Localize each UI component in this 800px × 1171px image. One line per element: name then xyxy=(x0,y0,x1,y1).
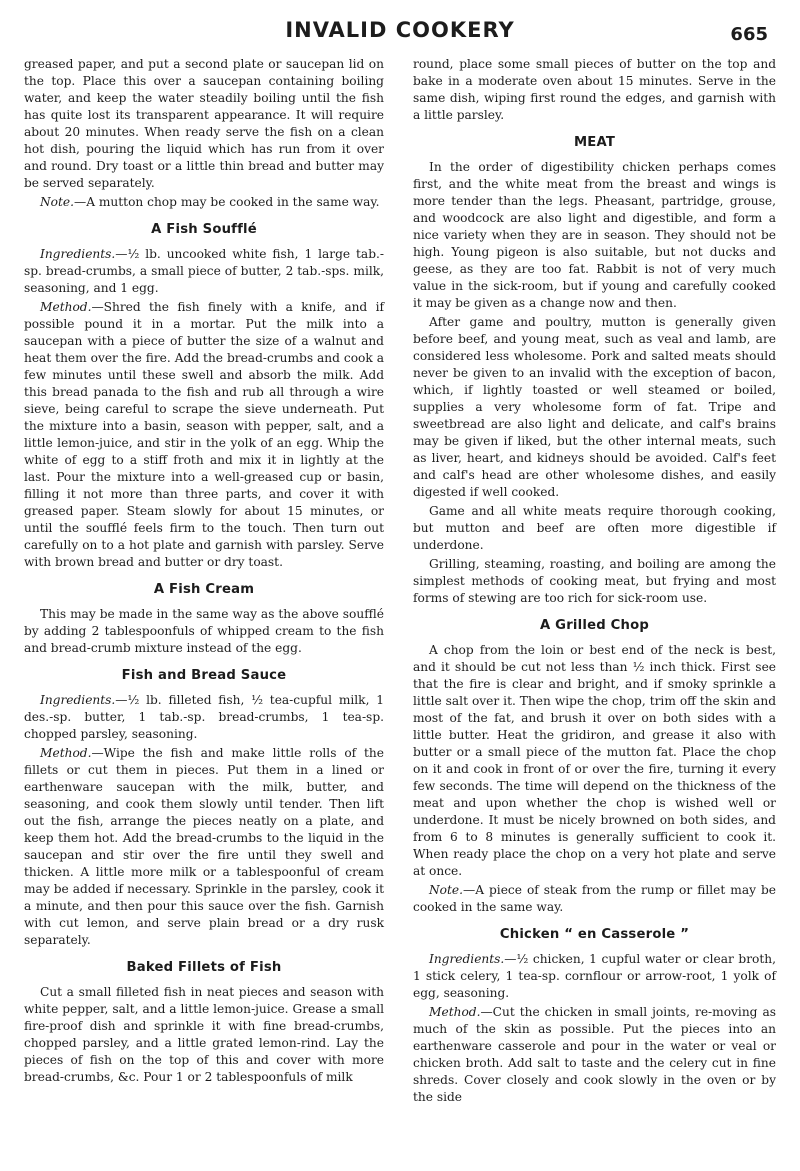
method-lead: Method. xyxy=(40,300,92,314)
ingredients-text: —½ lb. uncooked white fish, 1 large tab.-sp. bread-crumbs, a small piece of butter, 2 tab.-sps. milk, seasoning, and 1 egg. xyxy=(24,247,384,295)
meat-paragraph-2: After game and poultry, mutton is generally given before beef, and young meat, such as veal and lamb, are considered less wholesome. Pork and salted meats should never be given to an invalid with the exception of bacon, which, if lightly toasted or well steamed or boiled, supplies a very wholesome form of fat. Tripe and sweetbread are also light and delicate, and calf's brains may be given if liked, but the other internal meats, such as liver, heart, and kidneys should be avoided. Calf's feet and calf's head are other wholesome dishes, and easily digested if well cooked. xyxy=(413,315,776,499)
method-text: —Cut the chicken in small joints, re-moving as much of the skin as possible. Put the pieces into an earthenware casserole and pour in the water or veal or chicken broth. Add salt to taste and the celery cut in fine shreds. Cover closely and cook slowly in the oven or by the side xyxy=(413,1005,776,1104)
meat-paragraph-4: Grilling, steaming, roasting, and boiling are among the simplest methods of cooking meat, but frying and most forms of stewing are too rich for sick-room use. xyxy=(413,557,776,605)
souffle-method xyxy=(24,299,384,571)
baked-heading: Baked Fillets of Fish xyxy=(126,960,282,975)
baked-text: Cut a small filleted fish in neat pieces and season with white pepper, salt, and a little lemon-juice. Grease a small fire-proof dish and sprinkle it with fine bread-crumbs, chopped parsley, and a little grated lemon-rind. Lay the pieces of fish on the top of this and cover with more bread-crumbs, &c. Pour 1 or 2 tablespoonfuls of milk xyxy=(24,985,384,1084)
note-text: —A piece of steak from the rump or fillet may be cooked in the same way. xyxy=(413,883,776,914)
meat-paragraph-1: In the order of digestibility chicken perhaps comes first, and the white meat from the breast and wings is more tender than the legs. Pheasant, partridge, grouse, and woodcock are also light and digestible, and form a nice variety when they are in season. They should not be high. Young pigeon is also suitable, but not ducks and geese, as they are too fat. Rabbit is not of very much value in the sick-room, but if young and carefully cooked it may be given as a change now and then. xyxy=(413,160,776,310)
sauce-method xyxy=(24,745,384,949)
sauce-heading: Fish and Bread Sauce xyxy=(121,668,287,683)
chop-text: A chop from the loin or best end of the neck is best, and it should be cut not less than ½ inch thick. First see that the fire is clear and bright, and if smoky sprinkle a little salt over it. Then wipe the chop, trim off the skin and most of the fat, and brush it over on both sides with a little butter. Heat the gridiron, and grease it also with butter or a small piece of the mutton fat. Place the chop on it and cook in front of or over the fire, turning it every few seconds. The time will depend on the thickness of the meat and upon whether the chop is wished well or underdone. It must be nicely browned on both sides, and from 6 to 8 minutes is generally sufficient to cook it. When ready place the chop on a very hot plate and serve at once. xyxy=(413,643,776,878)
casserole-method xyxy=(413,1004,776,1106)
method-lead: Method. xyxy=(40,746,92,760)
ingredients-text: —½ chicken, 1 cupful water or clear broth, 1 stick celery, 1 tea-sp. cornflour or arrow-root, 1 yolk of egg, seasoning. xyxy=(413,952,776,1000)
method-text: —Wipe the fish and make little rolls of the fillets or cut them in pieces. Put them in a lined or earthenware saucepan with the milk, butter, and seasoning, and cook them slowly until tender. Then lift out the fish, arrange the pieces neatly on a plate, and keep them hot. Add the bread-crumbs to the liquid in the saucepan and stir over the fire until they swell and thicken. A little more milk or a tablespoonful of cream may be added if necessary. Sprinkle in the parsley, cook it a minute, and then pour this sauce over the fish. Garnish with cut lemon, and serve plain bread or a dry rusk separately. xyxy=(24,746,384,947)
ingredients-lead: Ingredients. xyxy=(40,247,116,261)
souffle-ingredients xyxy=(24,246,384,297)
ingredients-lead: Ingredients. xyxy=(429,952,505,966)
note-text: —A mutton chop may be cooked in the same way. xyxy=(74,195,380,209)
running-head: INVALID COOKERY xyxy=(285,18,515,42)
meat-paragraph-3: Game and all white meats require thorough cooking, but mutton and beef are often more digestible if underdone. xyxy=(413,504,776,552)
casserole-ingredients xyxy=(413,951,776,1002)
method-lead: Method. xyxy=(429,1005,481,1019)
note-lead: Note. xyxy=(40,195,74,209)
ingredients-lead: Ingredients. xyxy=(40,693,116,707)
intro-paragraph: greased paper, and put a second plate or saucepan lid on the top. Place this over a saucepan containing boiling water, and keep the water steadily boiling until the fish has quite lost its transparent appearance. It will require about 20 minutes. When ready serve the fish on a clean hot dish, pouring the liquid which has run from it over and round. Dry toast or a little thin bread and butter may be served separately. xyxy=(24,57,384,190)
chop-heading: A Grilled Chop xyxy=(539,618,650,633)
sauce-ingredients xyxy=(24,692,384,743)
chop-note xyxy=(413,882,776,916)
continuation-paragraph: round, place some small pieces of butter on the top and bake in a moderate oven about 15 minutes. Serve in the same dish, wiping first round the edges, and garnish with a little parsley. xyxy=(413,57,776,122)
cream-text: This may be made in the same way as the above soufflé by adding 2 tablespoonfuls of whipped cream to the fish and bread-crumb mixture instead of the egg. xyxy=(24,607,384,655)
cream-heading: A Fish Cream xyxy=(153,582,255,597)
method-text: —Shred the fish finely with a knife, and if possible pound it in a mortar. Put the milk into a saucepan with a piece of butter the size of a walnut and heat them over the fire. Add the bread-crumbs and cook a few minutes until these swell and absorb the milk. Add this bread panada to the fish and rub all through a wire sieve, being careful to scrape the sieve underneath. Put the mixture into a basin, season with pepper, salt, and a little lemon-juice, and stir in the yolk of an egg. Whip the white of egg to a stiff froth and mix it in lightly at the last. Pour the mixture into a well-greased cup or basin, filling it not more than three parts, and cover it with greased paper. Steam slowly for about 15 minutes, or until the soufflé feels firm to the touch. Then turn out carefully on to a hot plate and garnish with parsley. Serve with brown bread and butter or dry toast. xyxy=(24,300,384,569)
ingredients-text: —½ lb. filleted fish, ½ tea-cupful milk, 1 des.-sp. butter, 1 tab.-sp. bread-crumbs, 1 tea-sp. chopped parsley, seasoning. xyxy=(24,693,384,741)
note-lead: Note. xyxy=(429,883,463,897)
right-column xyxy=(413,56,776,1108)
intro-note xyxy=(24,194,384,211)
meat-heading: MEAT xyxy=(573,135,616,150)
page-number: 665 xyxy=(730,24,768,45)
left-column xyxy=(24,56,384,1088)
page-header xyxy=(0,14,800,54)
casserole-heading: Chicken “ en Casserole ” xyxy=(499,927,690,942)
souffle-heading: A Fish Soufflé xyxy=(151,222,257,237)
